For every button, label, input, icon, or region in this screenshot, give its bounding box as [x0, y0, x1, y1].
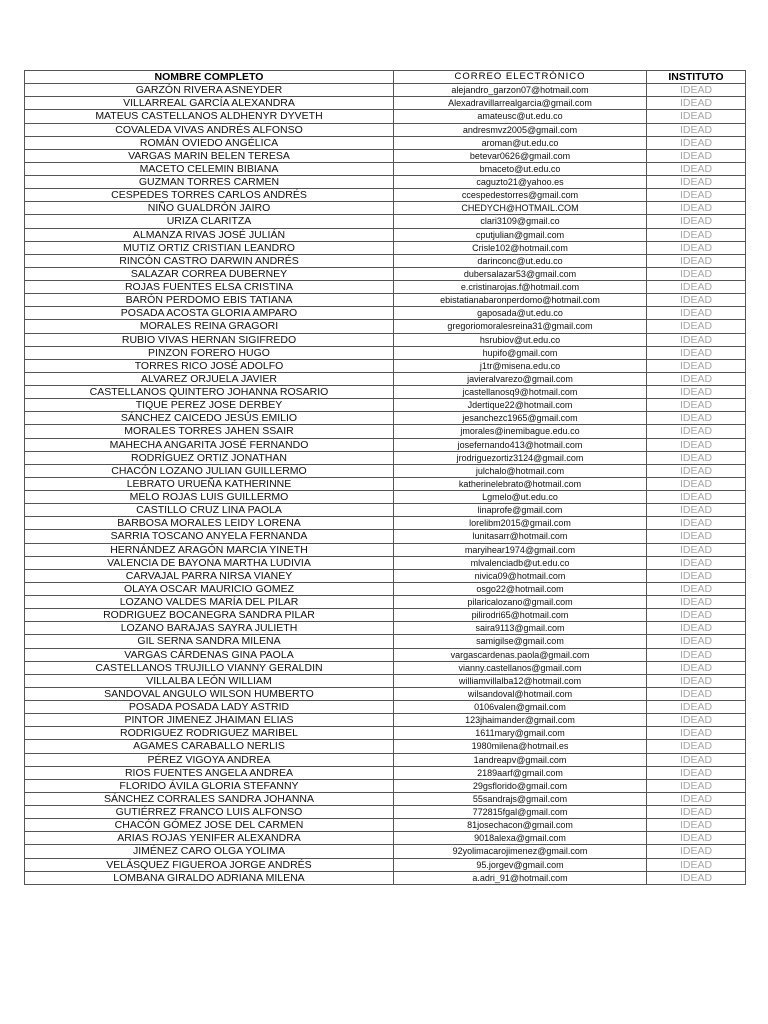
cell-institute: IDEAD [647, 753, 746, 766]
cell-full-name: SANDOVAL ANGULO WILSON HUMBERTO [25, 687, 394, 700]
cell-institute: IDEAD [647, 333, 746, 346]
cell-full-name: JIMÉNEZ CARO OLGA YOLIMA [25, 845, 394, 858]
cell-institute: IDEAD [647, 372, 746, 385]
table-row [25, 819, 746, 832]
cell-institute: IDEAD [647, 609, 746, 622]
cell-full-name: SÁNCHEZ CORRALES SANDRA JOHANNA [25, 792, 394, 805]
cell-email: cputjulian@gmail.com [394, 228, 647, 241]
cell-institute: IDEAD [647, 241, 746, 254]
cell-email: caguzto21@yahoo.es [394, 176, 647, 189]
cell-full-name: VARGAS MARIN BELEN TERESA [25, 149, 394, 162]
table-row [25, 674, 746, 687]
cell-email: lorelibm2015@gmail.com [394, 517, 647, 530]
cell-full-name: RODRIGUEZ RODRIGUEZ MARIBEL [25, 727, 394, 740]
cell-full-name: VILLALBA LEÓN WILLIAM [25, 674, 394, 687]
cell-full-name: CARVAJAL PARRA NIRSA VIANEY [25, 569, 394, 582]
table-row [25, 425, 746, 438]
cell-full-name: VILLARREAL GARCÍA ALEXANDRA [25, 97, 394, 110]
cell-full-name: RINCÓN CASTRO DARWIN ANDRÉS [25, 254, 394, 267]
table-row [25, 517, 746, 530]
table-row [25, 858, 746, 871]
cell-full-name: TIQUE PEREZ JOSE DERBEY [25, 399, 394, 412]
cell-email: osgo22@hotmail.com [394, 582, 647, 595]
cell-institute: IDEAD [647, 359, 746, 372]
cell-full-name: SALAZAR CORREA DUBERNEY [25, 267, 394, 280]
table-row [25, 556, 746, 569]
table-row [25, 438, 746, 451]
table-row [25, 228, 746, 241]
cell-institute: IDEAD [647, 674, 746, 687]
table-row [25, 162, 746, 175]
cell-institute: IDEAD [647, 425, 746, 438]
cell-full-name: RODRÍGUEZ ORTIZ JONATHAN [25, 451, 394, 464]
cell-full-name: CHACÓN LOZANO JULIAN GUILLERMO [25, 464, 394, 477]
table-row [25, 871, 746, 884]
cell-email: Jdertique22@hotmail.com [394, 399, 647, 412]
cell-email: ccespedestorres@gmail.com [394, 189, 647, 202]
table-row [25, 701, 746, 714]
cell-full-name: GUTIÉRREZ FRANCO LUIS ALFONSO [25, 806, 394, 819]
cell-email: Alexadravillarrealgarcia@gmail.com [394, 97, 647, 110]
cell-institute: IDEAD [647, 267, 746, 280]
cell-institute: IDEAD [647, 701, 746, 714]
cell-email: 1611mary@gmail.com [394, 727, 647, 740]
cell-email: 9018alexa@gmail.com [394, 832, 647, 845]
table-row [25, 176, 746, 189]
cell-institute: IDEAD [647, 346, 746, 359]
cell-email: nivica09@hotmail.com [394, 569, 647, 582]
cell-email: clari3109@gmail.co [394, 215, 647, 228]
cell-email: jesanchezc1965@gmail.com [394, 412, 647, 425]
table-row [25, 412, 746, 425]
cell-email: mlvalenciadb@ut.edu.co [394, 556, 647, 569]
cell-email: 81josechacon@gmail.com [394, 819, 647, 832]
table-row [25, 149, 746, 162]
cell-institute: IDEAD [647, 176, 746, 189]
cell-email: amateusc@ut.edu.co [394, 110, 647, 123]
cell-email: 2189aarf@gmail.com [394, 766, 647, 779]
cell-full-name: MAHECHA ANGARITA JOSÉ FERNANDO [25, 438, 394, 451]
cell-email: hsrubiov@ut.edu.co [394, 333, 647, 346]
cell-full-name: MACETO CELEMIN BIBIANA [25, 162, 394, 175]
cell-full-name: CHACÓN GÓMEZ JOSE DEL CARMEN [25, 819, 394, 832]
table-row [25, 491, 746, 504]
cell-institute: IDEAD [647, 582, 746, 595]
header-email: CORREO ELECTRÓNICO [394, 71, 647, 84]
cell-email: dubersalazar53@gmail.com [394, 267, 647, 280]
cell-email: aroman@ut.edu.co [394, 136, 647, 149]
cell-institute: IDEAD [647, 320, 746, 333]
cell-email: 0106valen@gmail.com [394, 701, 647, 714]
cell-full-name: MELO ROJAS LUIS GUILLERMO [25, 491, 394, 504]
table-row [25, 294, 746, 307]
cell-full-name: AGAMES CARABALLO NERLIS [25, 740, 394, 753]
cell-full-name: LOMBANA GIRALDO ADRIANA MILENA [25, 871, 394, 884]
table-row [25, 281, 746, 294]
cell-full-name: RUBIO VIVAS HERNAN SIGIFREDO [25, 333, 394, 346]
cell-email: vianny.castellanos@gmail.com [394, 661, 647, 674]
cell-email: 29gsflorido@gmail.com [394, 779, 647, 792]
cell-email: javieralvarezo@gmail.com [394, 372, 647, 385]
cell-full-name: RODRIGUEZ BOCANEGRA SANDRA PILAR [25, 609, 394, 622]
cell-email: williamvillalba12@hotmail.com [394, 674, 647, 687]
table-row [25, 845, 746, 858]
table-row [25, 320, 746, 333]
cell-email: andresmvz2005@gmail.com [394, 123, 647, 136]
cell-full-name: CASTILLO CRUZ LINA PAOLA [25, 504, 394, 517]
table-row [25, 569, 746, 582]
cell-full-name: POSADA POSADA LADY ASTRID [25, 701, 394, 714]
table-row [25, 399, 746, 412]
cell-institute: IDEAD [647, 622, 746, 635]
cell-institute: IDEAD [647, 307, 746, 320]
cell-institute: IDEAD [647, 530, 746, 543]
cell-full-name: CESPEDES TORRES CARLOS ANDRÉS [25, 189, 394, 202]
cell-institute: IDEAD [647, 386, 746, 399]
cell-email: j1tr@misena.edu.co [394, 359, 647, 372]
table-row [25, 267, 746, 280]
table-row [25, 84, 746, 97]
cell-institute: IDEAD [647, 635, 746, 648]
table-row [25, 202, 746, 215]
table-row [25, 372, 746, 385]
cell-institute: IDEAD [647, 438, 746, 451]
cell-institute: IDEAD [647, 123, 746, 136]
cell-email: 95.jorgev@gmail.com [394, 858, 647, 871]
cell-email: betevar0626@gmail.com [394, 149, 647, 162]
cell-institute: IDEAD [647, 871, 746, 884]
cell-email: jrodriguezortiz3124@gmail.com [394, 451, 647, 464]
cell-institute: IDEAD [647, 661, 746, 674]
cell-email: jcastellanosq9@hotmail.com [394, 386, 647, 399]
cell-institute: IDEAD [647, 648, 746, 661]
cell-full-name: PINZON FORERO HUGO [25, 346, 394, 359]
table-row [25, 582, 746, 595]
cell-full-name: ROMÁN OVIEDO ANGÉLICA [25, 136, 394, 149]
cell-email: maryihear1974@gmail.com [394, 543, 647, 556]
contacts-table [24, 70, 746, 885]
cell-email: bmaceto@ut.edu.co [394, 162, 647, 175]
cell-institute: IDEAD [647, 477, 746, 490]
table-row [25, 687, 746, 700]
cell-full-name: COVALEDA VIVAS ANDRÉS ALFONSO [25, 123, 394, 136]
cell-institute: IDEAD [647, 556, 746, 569]
cell-institute: IDEAD [647, 84, 746, 97]
cell-full-name: ALMANZA RIVAS JOSÉ JULIÁN [25, 228, 394, 241]
table-row [25, 359, 746, 372]
table-row [25, 386, 746, 399]
cell-institute: IDEAD [647, 464, 746, 477]
cell-email: vargascardenas.paola@gmail.com [394, 648, 647, 661]
cell-institute: IDEAD [647, 517, 746, 530]
table-row [25, 110, 746, 123]
cell-email: linaprofe@gmail.com [394, 504, 647, 517]
cell-full-name: CASTELLANOS TRUJILLO VIANNY GERALDIN [25, 661, 394, 674]
cell-institute: IDEAD [647, 543, 746, 556]
cell-full-name: POSADA ACOSTA GLORIA AMPARO [25, 307, 394, 320]
table-row [25, 123, 746, 136]
table-row [25, 189, 746, 202]
cell-email: saira9113@gmail.com [394, 622, 647, 635]
cell-email: julchalo@hotmail.com [394, 464, 647, 477]
cell-institute: IDEAD [647, 845, 746, 858]
cell-institute: IDEAD [647, 149, 746, 162]
cell-full-name: MUTIZ ORTIZ CRISTIAN LEANDRO [25, 241, 394, 254]
cell-institute: IDEAD [647, 97, 746, 110]
cell-institute: IDEAD [647, 858, 746, 871]
cell-email: pilaricalozano@gmail.com [394, 596, 647, 609]
cell-institute: IDEAD [647, 110, 746, 123]
table-row [25, 97, 746, 110]
cell-full-name: RIOS FUENTES ANGELA ANDREA [25, 766, 394, 779]
table-row [25, 504, 746, 517]
cell-institute: IDEAD [647, 399, 746, 412]
cell-email: katherinelebrato@hotmail.com [394, 477, 647, 490]
cell-email: CHEDYCH@HOTMAIL.COM [394, 202, 647, 215]
header-row [25, 71, 746, 84]
table-row [25, 333, 746, 346]
cell-email: ebistatianabaronperdomo@hotmail.com [394, 294, 647, 307]
cell-institute: IDEAD [647, 569, 746, 582]
cell-institute: IDEAD [647, 714, 746, 727]
cell-email: 1andreapv@gmail.com [394, 753, 647, 766]
cell-full-name: SARRIA TOSCANO ANYELA FERNANDA [25, 530, 394, 543]
cell-email: 1980milena@hotmail.es [394, 740, 647, 753]
cell-full-name: MORALES REINA GRAGORI [25, 320, 394, 333]
cell-institute: IDEAD [647, 254, 746, 267]
cell-institute: IDEAD [647, 202, 746, 215]
cell-email: darinconc@ut.edu.co [394, 254, 647, 267]
cell-institute: IDEAD [647, 779, 746, 792]
cell-full-name: PÉREZ VIGOYA ANDREA [25, 753, 394, 766]
cell-email: samigilse@gmail.com [394, 635, 647, 648]
cell-full-name: GUZMAN TORRES CARMEN [25, 176, 394, 189]
cell-institute: IDEAD [647, 189, 746, 202]
header-institute: INSTITUTO [647, 71, 746, 84]
cell-full-name: GIL SERNA SANDRA MILENA [25, 635, 394, 648]
cell-full-name: OLAYA OSCAR MAURICIO GOMEZ [25, 582, 394, 595]
cell-institute: IDEAD [647, 294, 746, 307]
table-row [25, 136, 746, 149]
header-name: NOMBRE COMPLETO [25, 71, 394, 84]
table-row [25, 530, 746, 543]
table-row [25, 346, 746, 359]
table-row [25, 766, 746, 779]
cell-email: gregoriomoralesreina31@gmail.com [394, 320, 647, 333]
cell-full-name: LEBRATO URUEÑA KATHERINNE [25, 477, 394, 490]
table-row [25, 622, 746, 635]
cell-full-name: LOZANO BARAJAS SAYRA JULIETH [25, 622, 394, 635]
cell-institute: IDEAD [647, 832, 746, 845]
cell-email: a.adri_91@hotmail.com [394, 871, 647, 884]
cell-full-name: MATEUS CASTELLANOS ALDHENYR DYVETH [25, 110, 394, 123]
cell-full-name: BARBOSA MORALES LEIDY LORENA [25, 517, 394, 530]
cell-email: wilsandoval@hotmail.com [394, 687, 647, 700]
cell-institute: IDEAD [647, 162, 746, 175]
cell-institute: IDEAD [647, 819, 746, 832]
cell-email: jmorales@inemibague.edu.co [394, 425, 647, 438]
table-row [25, 648, 746, 661]
cell-full-name: URIZA CLARITZA [25, 215, 394, 228]
table-row [25, 254, 746, 267]
table-row [25, 241, 746, 254]
table-header [25, 71, 746, 84]
cell-full-name: TORRES RICO JOSÉ ADOLFO [25, 359, 394, 372]
cell-institute: IDEAD [647, 727, 746, 740]
cell-institute: IDEAD [647, 451, 746, 464]
cell-institute: IDEAD [647, 491, 746, 504]
cell-institute: IDEAD [647, 596, 746, 609]
cell-full-name: VELÁSQUEZ FIGUEROA JORGE ANDRÉS [25, 858, 394, 871]
cell-full-name: HERNÁNDEZ ARAGÓN MARCIA YINETH [25, 543, 394, 556]
cell-institute: IDEAD [647, 806, 746, 819]
cell-full-name: NIÑO GUALDRÓN JAIRO [25, 202, 394, 215]
table-row [25, 792, 746, 805]
table-row [25, 477, 746, 490]
cell-email: 55sandrajs@gmail.com [394, 792, 647, 805]
cell-full-name: CASTELLANOS QUINTERO JOHANNA ROSARIO [25, 386, 394, 399]
cell-email: 772815fgal@gmail.com [394, 806, 647, 819]
cell-full-name: GARZÓN RIVERA ASNEYDER [25, 84, 394, 97]
cell-full-name: BARÓN PERDOMO EBIS TATIANA [25, 294, 394, 307]
table-row [25, 464, 746, 477]
table-row [25, 215, 746, 228]
table-body [25, 84, 746, 885]
cell-institute: IDEAD [647, 228, 746, 241]
cell-full-name: PINTOR JIMENEZ JHAIMAN ELIAS [25, 714, 394, 727]
table-row [25, 661, 746, 674]
cell-email: 92yolimacarojimenez@gmail.com [394, 845, 647, 858]
table-row [25, 753, 746, 766]
table-row [25, 609, 746, 622]
cell-institute: IDEAD [647, 687, 746, 700]
table-row [25, 307, 746, 320]
cell-full-name: LOZANO VALDES MARÍA DEL PILAR [25, 596, 394, 609]
cell-full-name: VARGAS CÁRDENAS GINA PAOLA [25, 648, 394, 661]
cell-email: Lgmelo@ut.edu.co [394, 491, 647, 504]
table-row [25, 740, 746, 753]
cell-institute: IDEAD [647, 412, 746, 425]
cell-institute: IDEAD [647, 766, 746, 779]
table-row [25, 779, 746, 792]
cell-institute: IDEAD [647, 792, 746, 805]
cell-full-name: ARIAS ROJAS YENIFER ALEXANDRA [25, 832, 394, 845]
table-row [25, 714, 746, 727]
cell-email: Crisle102@hotmail.com [394, 241, 647, 254]
table-row [25, 451, 746, 464]
cell-full-name: VALENCIA DE BAYONA MARTHA LUDIVIA [25, 556, 394, 569]
cell-institute: IDEAD [647, 136, 746, 149]
cell-email: josefernando413@hotmail.com [394, 438, 647, 451]
table-row [25, 806, 746, 819]
cell-email: pilirodri65@hotmail.com [394, 609, 647, 622]
cell-email: gaposada@ut.edu.co [394, 307, 647, 320]
cell-institute: IDEAD [647, 504, 746, 517]
cell-full-name: ROJAS FUENTES ELSA CRISTINA [25, 281, 394, 294]
cell-full-name: SÁNCHEZ CAICEDO JESÚS EMILIO [25, 412, 394, 425]
cell-full-name: ALVAREZ ORJUELA JAVIER [25, 372, 394, 385]
cell-full-name: MORALES TORRES JAHEN SSAIR [25, 425, 394, 438]
cell-email: 123jhaimander@gmail.com [394, 714, 647, 727]
cell-institute: IDEAD [647, 215, 746, 228]
cell-institute: IDEAD [647, 281, 746, 294]
table-row [25, 727, 746, 740]
table-row [25, 635, 746, 648]
cell-email: lunitasarr@hotmail.com [394, 530, 647, 543]
table-row [25, 543, 746, 556]
cell-email: hupifo@gmail.com [394, 346, 647, 359]
table-row [25, 596, 746, 609]
table-row [25, 832, 746, 845]
cell-institute: IDEAD [647, 740, 746, 753]
cell-full-name: FLORIDO ÁVILA GLORIA STEFANNY [25, 779, 394, 792]
cell-email: e.cristinarojas.f@hotmail.com [394, 281, 647, 294]
cell-email: alejandro_garzon07@hotmail.com [394, 84, 647, 97]
